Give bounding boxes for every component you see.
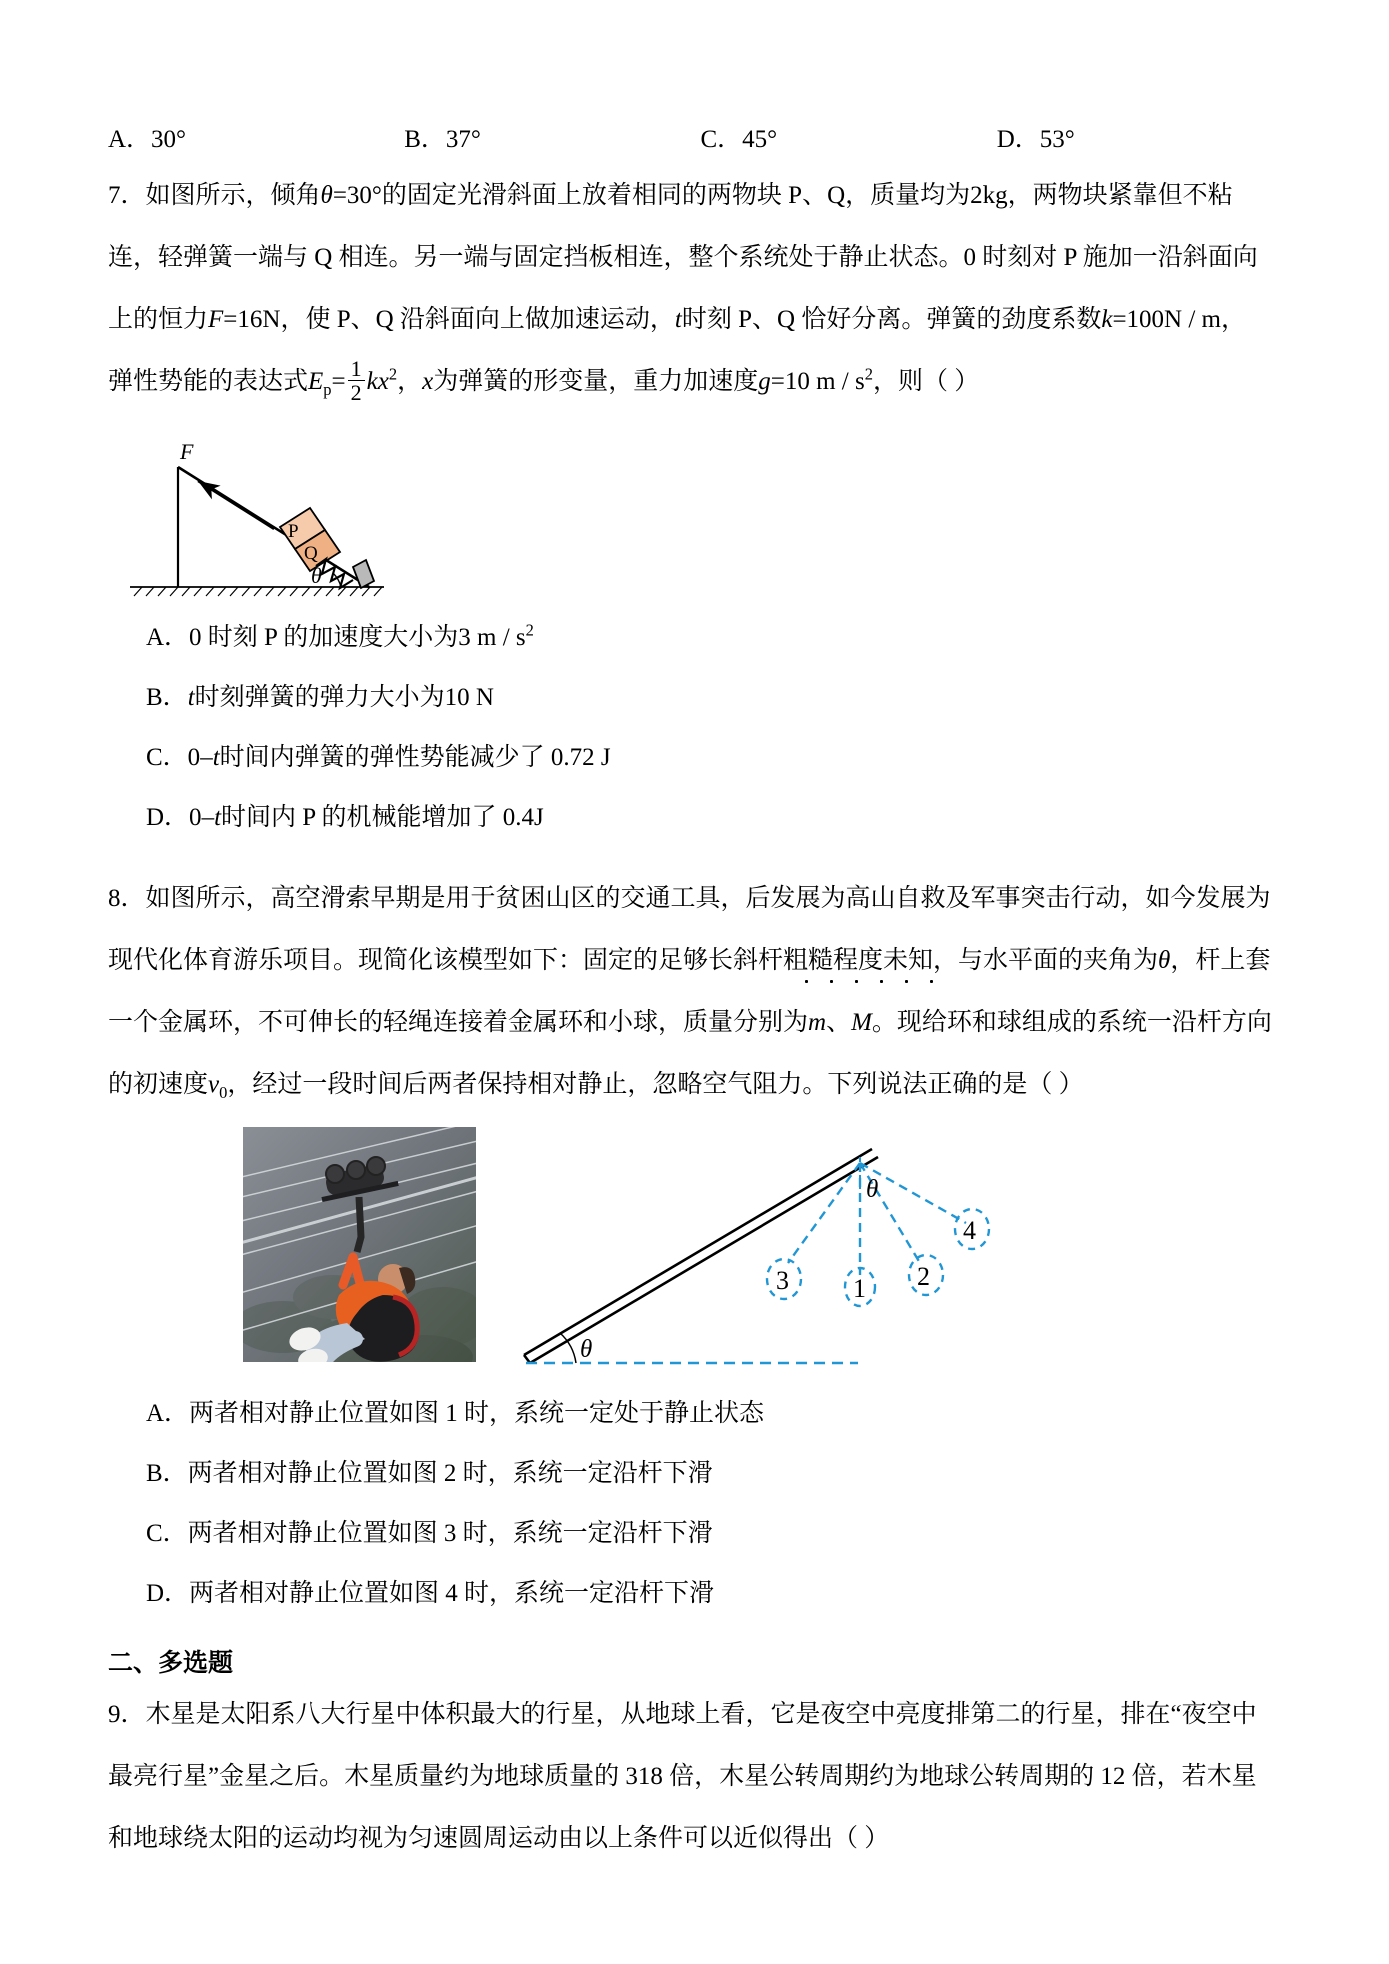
q8-line4-a: 的初速度 — [108, 1071, 209, 1098]
question-7-line3 — [108, 294, 1293, 346]
q7-line3-c: 时刻 P、Q 恰好分离。弹簧的劲度系数 — [681, 306, 1102, 333]
question-7-body — [108, 170, 1293, 222]
rod-lower-edge — [530, 1157, 878, 1363]
photo-harness-strap — [357, 1197, 361, 1252]
q7-line1-a: 如图所示，倾角 — [145, 182, 321, 209]
q7-choice-c-dash: – — [200, 744, 213, 771]
q8-choice-b[interactable]: B．两者相对静止位置如图 2 时，系统一定沿杆下滑 — [146, 1460, 713, 1487]
ground-hatching — [134, 587, 382, 596]
q8-choice-d[interactable]: D．两者相对静止位置如图 4 时，系统一定沿杆下滑 — [146, 1580, 715, 1607]
q7-Ep-equals: = — [331, 368, 346, 395]
q7-choice-b[interactable] — [146, 675, 1293, 721]
fraction-denominator: 2 — [348, 380, 365, 404]
q7-choice-d-prefix: D．0 — [146, 804, 202, 831]
question-9-line2 — [108, 1751, 1293, 1803]
fraction-numerator: 1 — [350, 356, 362, 382]
q8-choice-a[interactable]: A．两者相对静止位置如图 1 时，系统一定处于静止状态 — [146, 1400, 765, 1427]
question-7-line4 — [108, 356, 1293, 408]
question-8-line4 — [108, 1059, 1293, 1111]
q7-line4-a: 弹性势能的表达式 — [108, 368, 309, 395]
q7-line4-d: ，则（ ） — [873, 368, 980, 395]
q8-line2-c: ，杆上套 — [1170, 947, 1271, 974]
q8-mass-m-symbol: m — [808, 1009, 827, 1036]
q7-choice-b-text: 时刻弹簧的弹力大小为10 N — [194, 684, 494, 711]
section-2-title: 二、多选题 — [108, 1650, 234, 1677]
q9-line1-text: 木星是太阳系八大行星中体积最大的行星，从地球上看，它是夜空中亮度排第二的行星，排在“夜空中 — [145, 1701, 1257, 1728]
incline-surface — [178, 467, 369, 587]
q7-force-symbol: F — [208, 306, 224, 333]
position-label-3: 3 — [776, 1266, 789, 1295]
q7-Ep-symbol: E — [308, 368, 324, 395]
q7-choice-b-time-symbol: t — [187, 684, 195, 711]
q7-gravity-exponent: 2 — [864, 364, 873, 384]
q7-number: 7． — [108, 182, 146, 209]
incline-angle-label: θ — [311, 563, 322, 588]
q7-choice-d-text: 时间内 P 的机械能增加了 0.4J — [221, 804, 544, 831]
q7-line3-d: ， — [1221, 306, 1247, 333]
q7-kx2-x: x — [377, 368, 389, 395]
zipline-photograph — [243, 1127, 476, 1362]
q7-choice-c-time-symbol: t — [212, 744, 220, 771]
top-angle-label: θ — [866, 1176, 879, 1203]
inclined-plane-svg — [126, 426, 446, 601]
q8-theta-symbol: θ — [1158, 947, 1171, 974]
q8-line1-text: 如图所示，高空滑索早期是用于贫困山区的交通工具，后发展为高山自救及军事突击行动，如今发展为 — [145, 885, 1271, 912]
q7-choice-a-value: 3 m / s — [458, 624, 526, 651]
q7-spring-constant-symbol: k — [1101, 306, 1113, 333]
question-9-line3 — [108, 1813, 1293, 1865]
q8-line3-c: 。现给环和球组成的系统一沿杆方向 — [871, 1009, 1272, 1036]
q7-kx2-exponent: 2 — [388, 364, 398, 384]
rod-upper-edge — [524, 1149, 872, 1355]
position-marker-2 — [909, 1255, 943, 1295]
q7-line2-text: 连，轻弹簧一端与 Q 相连。另一端与固定挡板相连，整个系统处于静止状态。0 时刻对 P 施加一沿斜面向 — [108, 244, 1258, 271]
q7-line3-a: 上的恒力 — [108, 306, 209, 333]
q9-line3-text: 和地球绕太阳的运动均视为匀速圆周运动由以上条件可以近似得出（ ） — [108, 1825, 890, 1852]
q7-theta-value: =30° — [332, 182, 382, 209]
q7-line3-b: ，使 P、Q 沿斜面向上做加速运动， — [280, 306, 675, 333]
question-8-line3 — [108, 997, 1293, 1049]
q8-velocity-subscript: 0 — [219, 1083, 228, 1102]
q7-choice-d[interactable] — [146, 795, 1293, 841]
rod-angle-label: θ — [580, 1336, 593, 1363]
position-label-1: 1 — [853, 1274, 866, 1303]
q7-line4-b: ， — [397, 368, 423, 395]
q7-force-value: =16N — [223, 306, 281, 333]
position-label-4: 4 — [963, 1216, 976, 1245]
q6-option-b[interactable]: B．37° — [404, 126, 481, 153]
q8-choice-c[interactable]: C．两者相对静止位置如图 3 时，系统一定沿杆下滑 — [146, 1520, 713, 1547]
inclined-rod-svg — [498, 1127, 998, 1377]
q7-x-symbol: x — [422, 368, 434, 395]
q7-gravity-value: =10 m / s — [770, 368, 865, 395]
zipline-figure-group — [108, 1127, 1293, 1377]
block-P-label: P — [288, 521, 299, 542]
inclined-plane-figure — [126, 426, 446, 601]
q8-line3-a: 一个金属环，不可伸长的轻绳连接着金属环和小球，质量分别为 — [108, 1009, 809, 1036]
q7-gravity-symbol: g — [758, 368, 771, 395]
q6-option-d[interactable]: D．53° — [996, 126, 1075, 153]
q8-line2-a: 现代化体育游乐项目。现简化该模型如下：固定的足够长斜杆 — [108, 947, 784, 974]
q6-options-row — [108, 120, 1293, 160]
block-Q-label: Q — [304, 543, 318, 564]
force-arrow — [198, 481, 274, 529]
q7-choice-b-prefix: B． — [146, 684, 188, 711]
q7-spring-constant-value: =100N / m — [1112, 306, 1221, 333]
position-marker-3 — [767, 1259, 801, 1299]
q8-line2-b: ，与水平面的夹角为 — [933, 947, 1159, 974]
zipline-photo-svg — [243, 1127, 476, 1362]
q8-emphasis-roughness: 粗糙程度未知 — [783, 947, 934, 974]
page-content — [108, 120, 1293, 1865]
position-marker-1 — [845, 1268, 875, 1306]
q8-line3-b: 、 — [826, 1009, 852, 1036]
q7-line1-b: 的固定光滑斜面上放着相同的两物块 P、Q，质量均为 — [381, 182, 971, 209]
q7-choice-d-dash: – — [201, 804, 215, 831]
q7-theta-symbol: θ — [320, 182, 333, 209]
question-8-line2 — [108, 935, 1293, 987]
q7-choice-a-text: A．0 时刻 P 的加速度大小为 — [146, 624, 459, 651]
q8-mass-M-symbol: M — [851, 1009, 872, 1036]
q8-number: 8． — [108, 885, 146, 912]
inclined-rod-diagram — [498, 1127, 998, 1377]
q7-line1-c: ，两物块紧靠但不粘 — [1007, 182, 1233, 209]
q9-number: 9． — [108, 1701, 146, 1728]
q7-mass-value: 2kg — [970, 182, 1008, 209]
q7-choice-a-exponent: 2 — [525, 620, 534, 640]
fixed-stopper — [353, 560, 374, 588]
position-label-2: 2 — [917, 1262, 930, 1291]
q7-kx2-k: k — [366, 368, 378, 395]
q6-option-a[interactable]: A．30° — [108, 126, 187, 153]
q7-time-symbol: t — [674, 306, 682, 333]
q8-velocity-symbol: v — [208, 1071, 220, 1098]
question-8-line1 — [108, 873, 1293, 925]
q7-half-fraction — [348, 357, 365, 404]
q7-choice-d-time-symbol: t — [214, 804, 222, 831]
q7-line4-c: 为弹簧的形变量，重力加速度 — [433, 368, 759, 395]
q7-choice-c[interactable] — [146, 735, 1293, 781]
position-marker-4 — [955, 1209, 989, 1249]
question-7-line2 — [108, 232, 1293, 284]
q7-Ep-subscript: p — [323, 380, 332, 399]
q7-choice-c-prefix: C．0 — [146, 744, 201, 771]
q7-choice-c-text: 时间内弹簧的弹性势能减少了 0.72 J — [219, 744, 611, 771]
q6-option-c[interactable]: C．45° — [700, 126, 778, 153]
q9-line2-text: 最亮行星”金星之后。木星质量约为地球质量的 318 倍，木星公转周期约为地球公转周期的 12 倍，若木星 — [108, 1763, 1257, 1790]
question-9-line1 — [108, 1689, 1293, 1741]
force-label: F — [180, 439, 194, 464]
q8-line4-b: ，经过一段时间后两者保持相对静止，忽略空气阻力。下列说法正确的是（ ） — [227, 1071, 1084, 1098]
q7-choice-a[interactable] — [146, 615, 1293, 661]
